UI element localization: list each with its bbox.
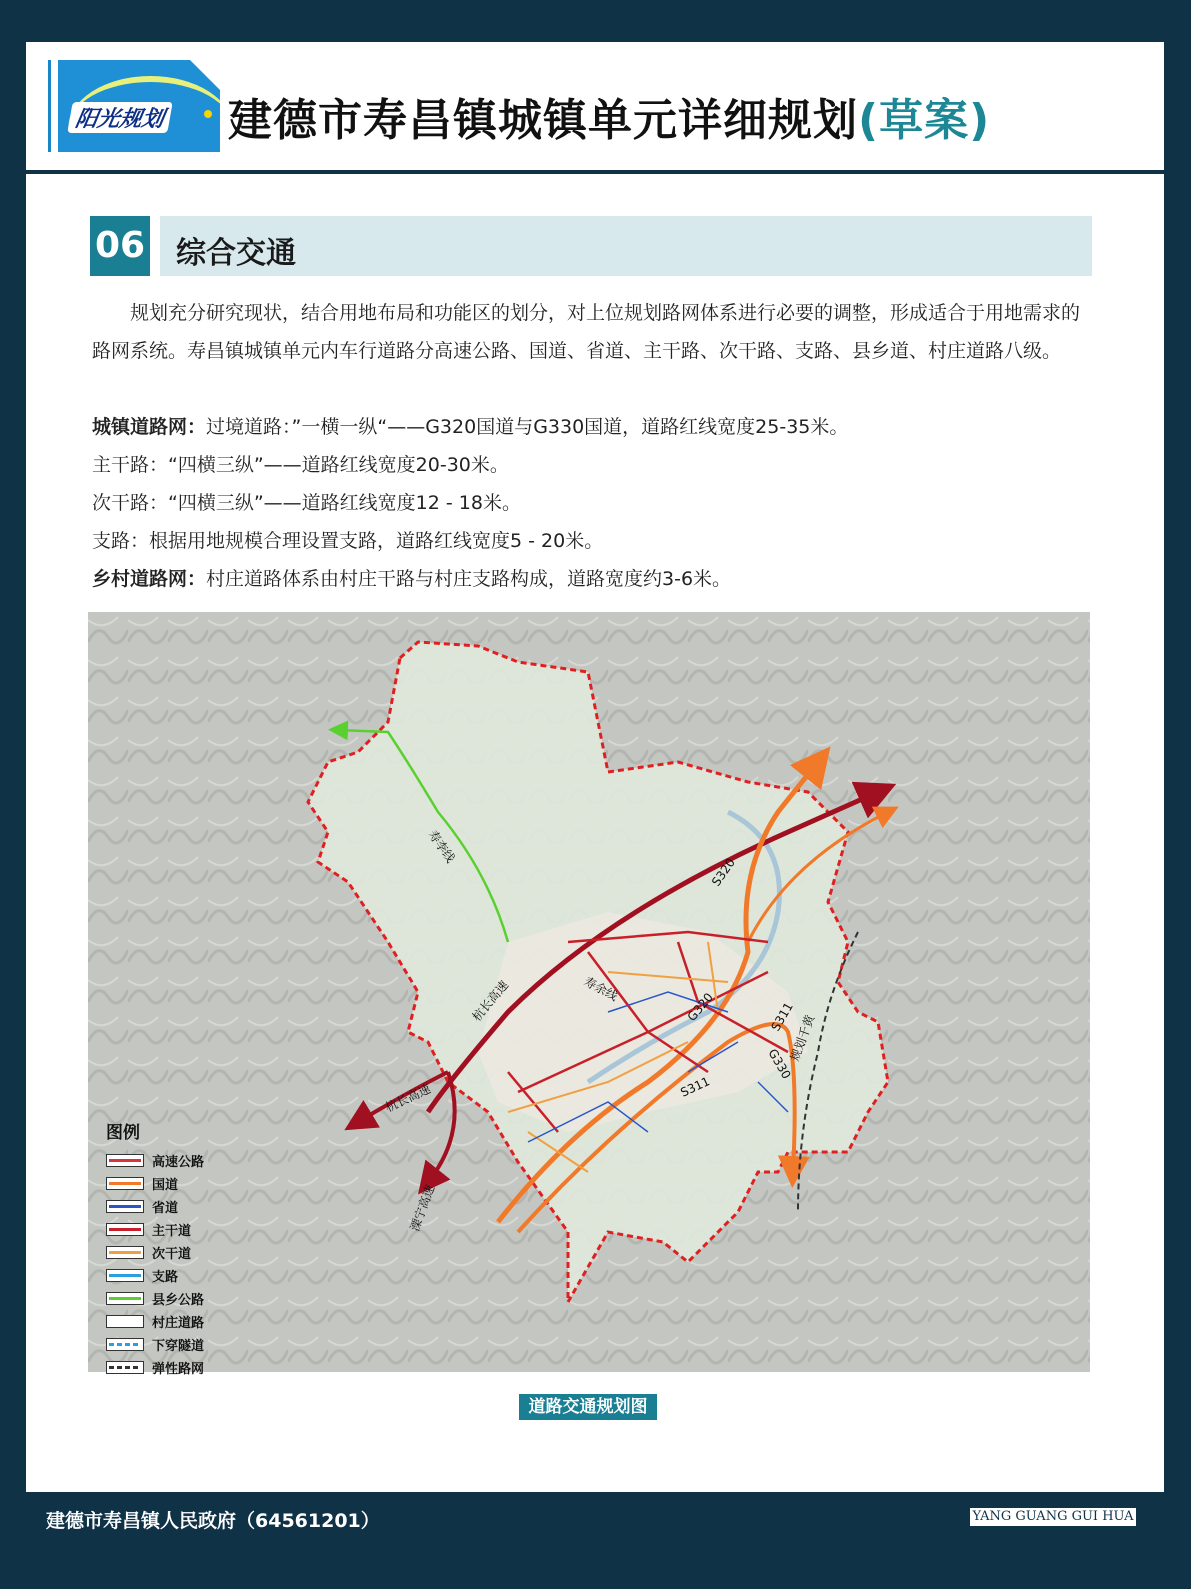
intro-paragraph <box>92 294 1092 370</box>
road-label: 寿余线 <box>581 974 620 1004</box>
paragraph-main-roads: 主干路：“四横三纵”——道路红线宽度20-30米。 <box>92 454 509 476</box>
section-number: 06 <box>90 216 150 276</box>
header-accent-line <box>48 60 51 152</box>
page-title <box>228 84 990 148</box>
legend-label: 县乡公路 <box>152 1293 205 1308</box>
paragraph-intro: 规划充分研究现状，结合用地布局和功能区的划分，对上位规划路网体系进行必要的调整，形成适合于用地需求的路网系统。寿昌镇城镇单元内车行道路分高速公路、国道、省道、主干路、次干路、支路、县乡道、村庄道路八级。 <box>92 302 1081 362</box>
road-label: 杭长高速 <box>383 1081 433 1115</box>
paragraph-secondary-roads: 次干路：“四横三纵”——道路红线宽度12 - 18米。 <box>92 492 521 514</box>
legend-title: 图例 <box>106 1123 140 1143</box>
paragraph-town-roads <box>92 408 1092 446</box>
road-label: 溧宁高速 <box>407 1183 438 1234</box>
logo-text: 阳光规划 <box>67 102 172 133</box>
road-network-text <box>92 408 1092 598</box>
section-bar <box>160 216 1092 276</box>
header-divider <box>26 170 1164 174</box>
legend-label: 国道 <box>152 1178 179 1193</box>
footer-brand: YANG GUANG GUI HUA <box>970 1508 1136 1526</box>
legend-label: 主干道 <box>152 1224 192 1239</box>
title-draft: (草案) <box>858 95 991 146</box>
road-label: S311 <box>678 1074 712 1100</box>
legend-label: 村庄道路 <box>152 1316 205 1331</box>
text-town-roads: 过境道路：”一横一纵“——G320国道与G330国道，道路红线宽度25-35米。 <box>206 416 849 438</box>
legend-label: 下穿隧道 <box>152 1339 205 1354</box>
section-title: 综合交通 <box>176 236 296 271</box>
paragraph-branch-roads: 支路：根据用地规模合理设置支路，道路红线宽度5 - 20米。 <box>92 530 604 552</box>
label-rural-roads: 乡村道路网： <box>92 568 207 590</box>
legend-label: 高速公路 <box>152 1155 205 1170</box>
logo-dot <box>204 110 212 118</box>
road-label: 规划千黄 <box>787 1013 818 1064</box>
legend-label: 弹性路网 <box>152 1362 205 1377</box>
logo-corner <box>190 60 220 90</box>
title-main: 建德市寿昌镇城镇单元详细规划 <box>228 95 858 146</box>
footer-government: 建德市寿昌镇人民政府（64561201） <box>46 1510 380 1532</box>
road-label: 寿李线 <box>425 827 458 866</box>
legend-label: 省道 <box>152 1201 179 1216</box>
map-road-labels <box>88 612 1090 1372</box>
road-label: 杭长高速 <box>469 978 512 1024</box>
text-rural-roads: 村庄道路体系由村庄干路与村庄支路构成，道路宽度约3-6米。 <box>206 568 732 590</box>
road-label: G330 <box>765 1046 794 1082</box>
paragraph-rural-roads <box>92 560 1092 598</box>
legend-label: 支路 <box>152 1270 179 1285</box>
road-label: S320 <box>708 855 738 889</box>
label-town-roads: 城镇道路网： <box>92 416 207 438</box>
legend-label: 次干道 <box>152 1247 192 1262</box>
road-label: S311 <box>768 1000 796 1034</box>
road-label: G320 <box>684 990 716 1024</box>
map-caption: 道路交通规划图 <box>519 1394 657 1420</box>
